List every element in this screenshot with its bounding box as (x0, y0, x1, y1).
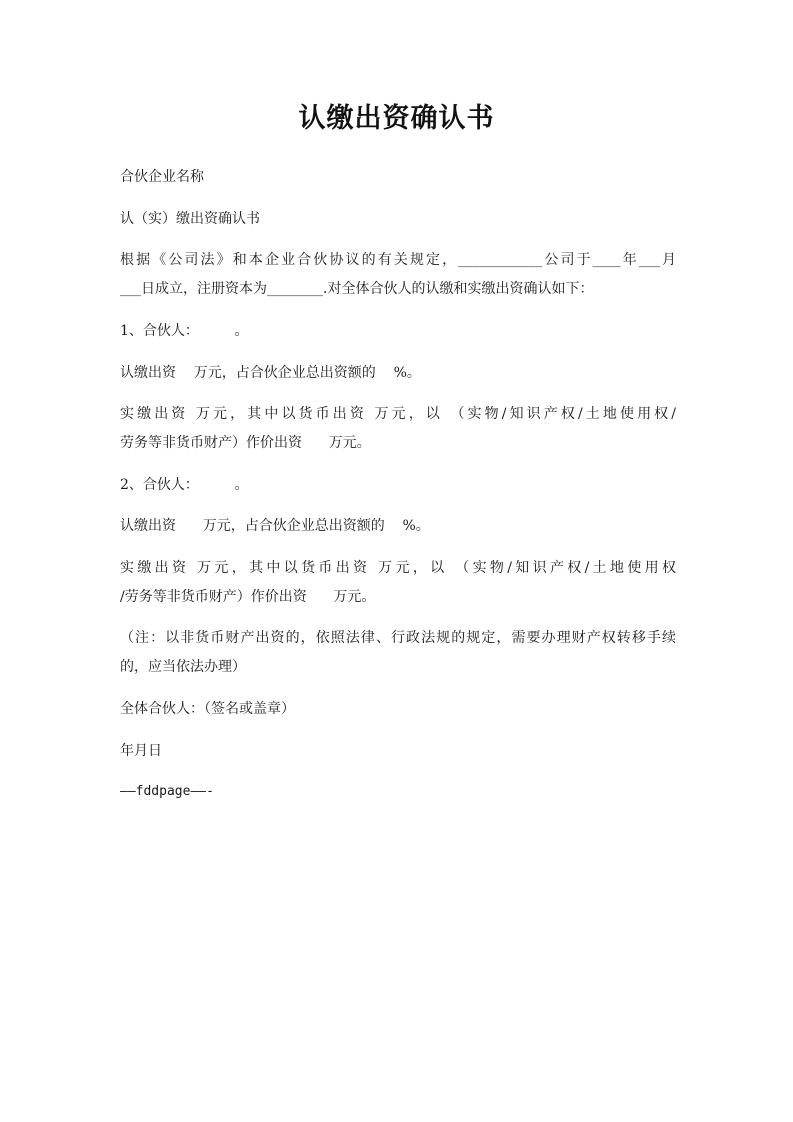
page-separator: ——fddpage——- (120, 784, 214, 799)
date-line: 年月日 (120, 743, 162, 759)
partner-2-paid-line-2: /劳务等非货币财产）作价出资 万元。 (120, 589, 376, 605)
partner-1-paid-line-1: 实缴出资 万元，其中以货币出资 万元，以 （实物/知识产权/土地使用权/ (120, 406, 676, 422)
enterprise-name-label: 合伙企业名称 (120, 169, 204, 185)
partner-2-line: 2、合伙人： 。 (120, 477, 249, 493)
partner-2-subscribed: 认缴出资 万元，占合伙企业总出资额的 %。 (120, 518, 430, 534)
subtitle-line: 认（实）缴出资确认书 (120, 211, 260, 227)
signature-line: 全体合伙人：（签名或盖章） (120, 701, 295, 717)
partner-2-paid-line-1: 实缴出资 万元，其中以货币出资 万元，以 （实物/知识产权/土地使用权 (120, 560, 676, 576)
document-title: 认缴出资确认书 (298, 103, 495, 134)
partner-1-subscribed: 认缴出资 万元，占合伙企业总出资额的 %。 (120, 365, 421, 381)
note-line-2: 的，应当依法办理） (120, 659, 246, 675)
intro-line-1: 根据《公司法》和本企业合伙协议的有关规定，____________公司于____年___月 (120, 252, 676, 268)
partner-1-line: 1、合伙人： 。 (120, 323, 249, 339)
partner-1-paid-line-2: 劳务等非货币财产）作价出资 万元。 (120, 435, 371, 451)
intro-line-2: ___日成立，注册资本为________.对全体合伙人的认缴和实缴出资确认如下： (120, 281, 594, 297)
note-line-1: （注：以非货币财产出资的，依照法律、行政法规的规定，需要办理财产权转移手续 (120, 630, 676, 646)
